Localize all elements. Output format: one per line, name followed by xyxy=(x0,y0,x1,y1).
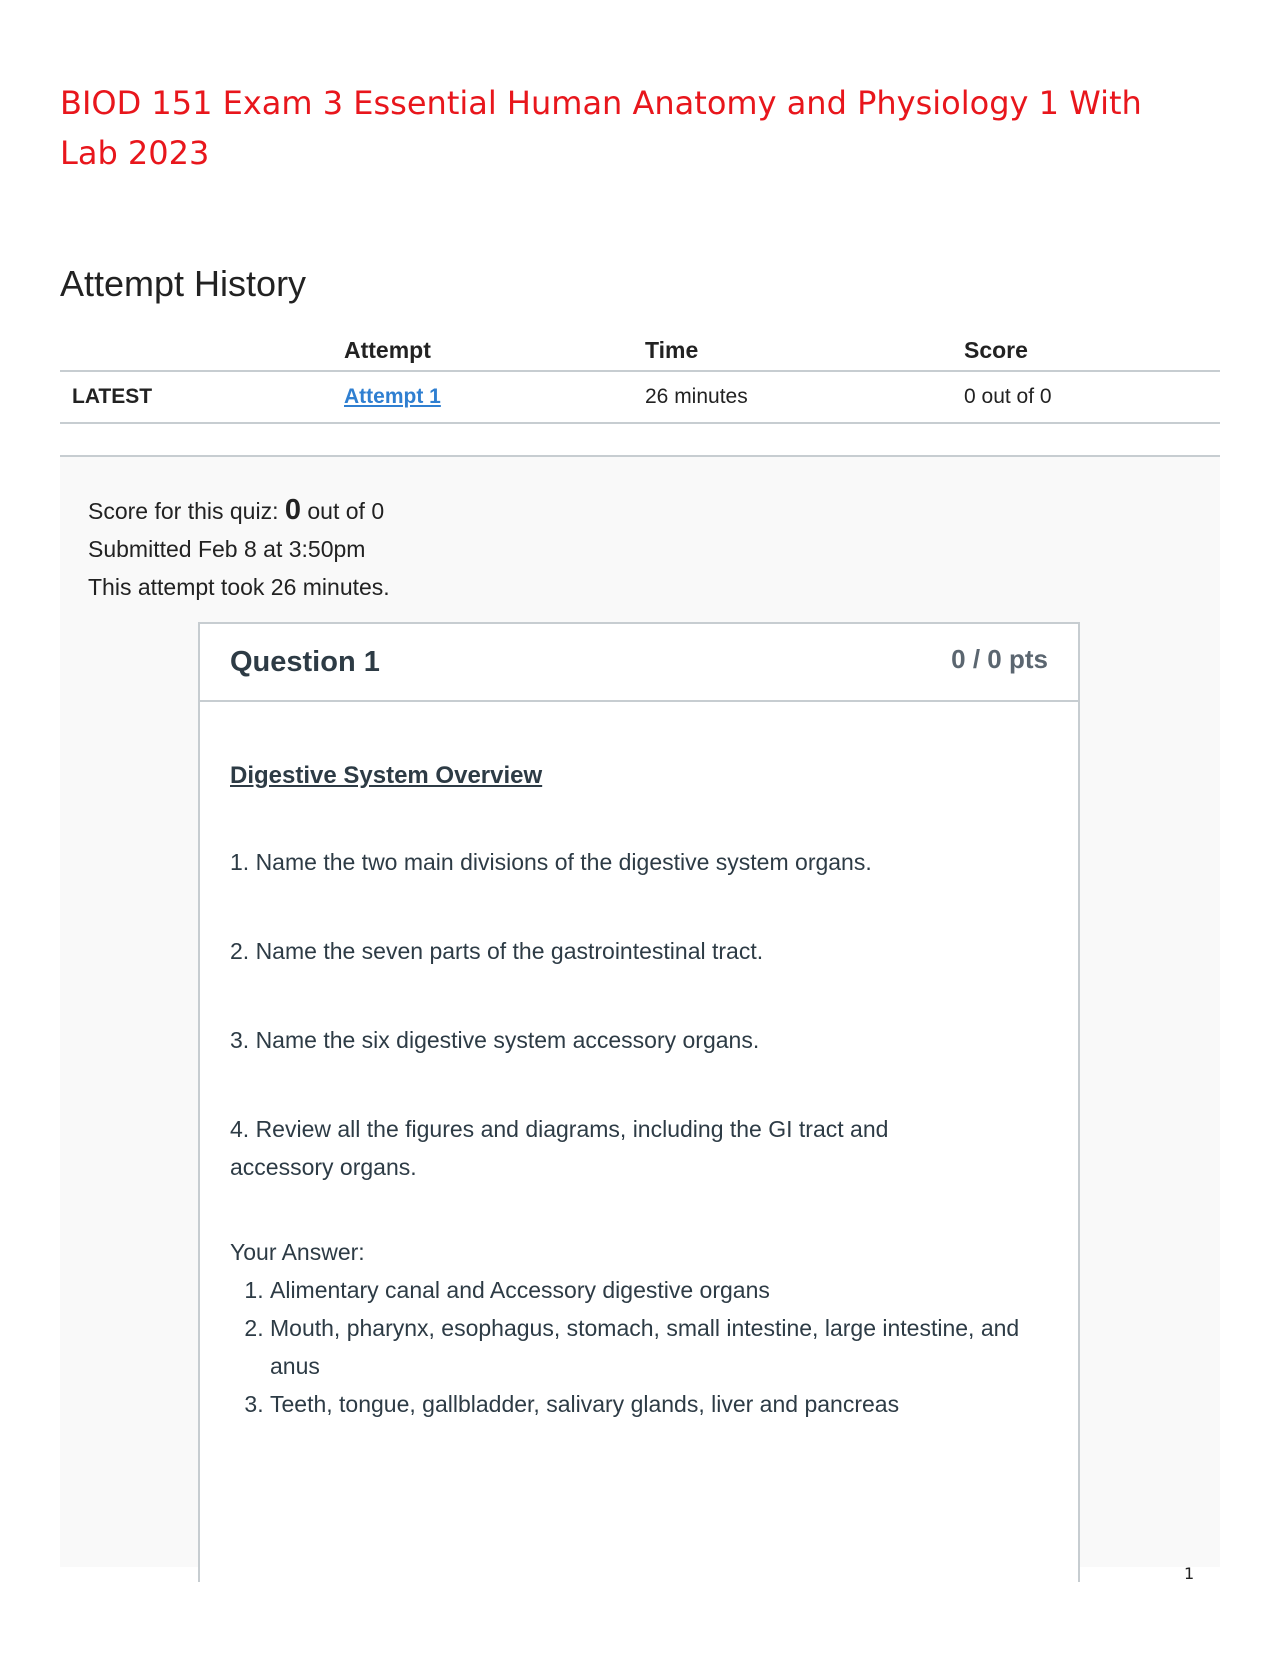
question-title: Question 1 xyxy=(230,646,380,678)
attempt-time: 26 minutes xyxy=(633,371,952,423)
question-prompt: 2. Name the seven parts of the gastrointestinal tract. xyxy=(230,938,764,964)
score-summary xyxy=(88,491,390,606)
attempt-duration: This attempt took 26 minutes. xyxy=(88,574,390,600)
column-header-time: Time xyxy=(633,330,952,371)
attempt-1-link[interactable]: Attempt 1 xyxy=(344,385,441,408)
answer-list xyxy=(230,1271,1030,1423)
latest-label: LATEST xyxy=(60,371,332,423)
answer-label: Your Answer: xyxy=(230,1239,365,1265)
question-prompt: 1. Name the two main divisions of the digestive system organs. xyxy=(230,849,872,875)
attempt-history-heading: Attempt History xyxy=(60,263,307,304)
attempt-history-table xyxy=(60,330,1220,424)
column-header-attempt: Attempt xyxy=(332,330,633,371)
section-heading: Digestive System Overview xyxy=(230,762,543,789)
table-header-row xyxy=(60,330,1220,371)
list-item: 1. Alimentary canal and Accessory digestive organs xyxy=(270,1271,1030,1309)
score-suffix: out of 0 xyxy=(307,498,385,524)
question-prompt: 3. Name the six digestive system accessory organs. xyxy=(230,1027,760,1053)
column-header-score: Score xyxy=(952,330,1220,371)
attempt-score: 0 out of 0 xyxy=(952,371,1220,423)
question-points: 0 / 0 pts xyxy=(951,644,1048,674)
score-value: 0 xyxy=(284,494,301,526)
quiz-score-line xyxy=(88,491,390,530)
list-item: 3. Teeth, tongue, gallbladder, salivary glands, liver and pancreas xyxy=(270,1385,1030,1423)
submitted-timestamp: Submitted Feb 8 at 3:50pm xyxy=(88,536,366,562)
document-title: BIOD 151 Exam 3 Essential Human Anatomy and Physiology 1 With Lab 2023 xyxy=(60,84,1142,172)
score-prefix: Score for this quiz: xyxy=(88,498,279,524)
table-row xyxy=(60,371,1220,423)
question-card xyxy=(198,622,1080,1582)
list-item: 2. Mouth, pharynx, esophagus, stomach, small intestine, large intestine, and anus xyxy=(270,1309,1030,1385)
question-header xyxy=(200,624,1078,702)
column-header-label xyxy=(60,330,332,371)
quiz-results-panel xyxy=(60,455,1220,1567)
question-prompt: 4. Review all the figures and diagrams, including the GI tract and accessory organs. xyxy=(230,1116,889,1180)
page-number: 1 xyxy=(1184,1564,1195,1583)
attempt-cell xyxy=(332,371,633,423)
